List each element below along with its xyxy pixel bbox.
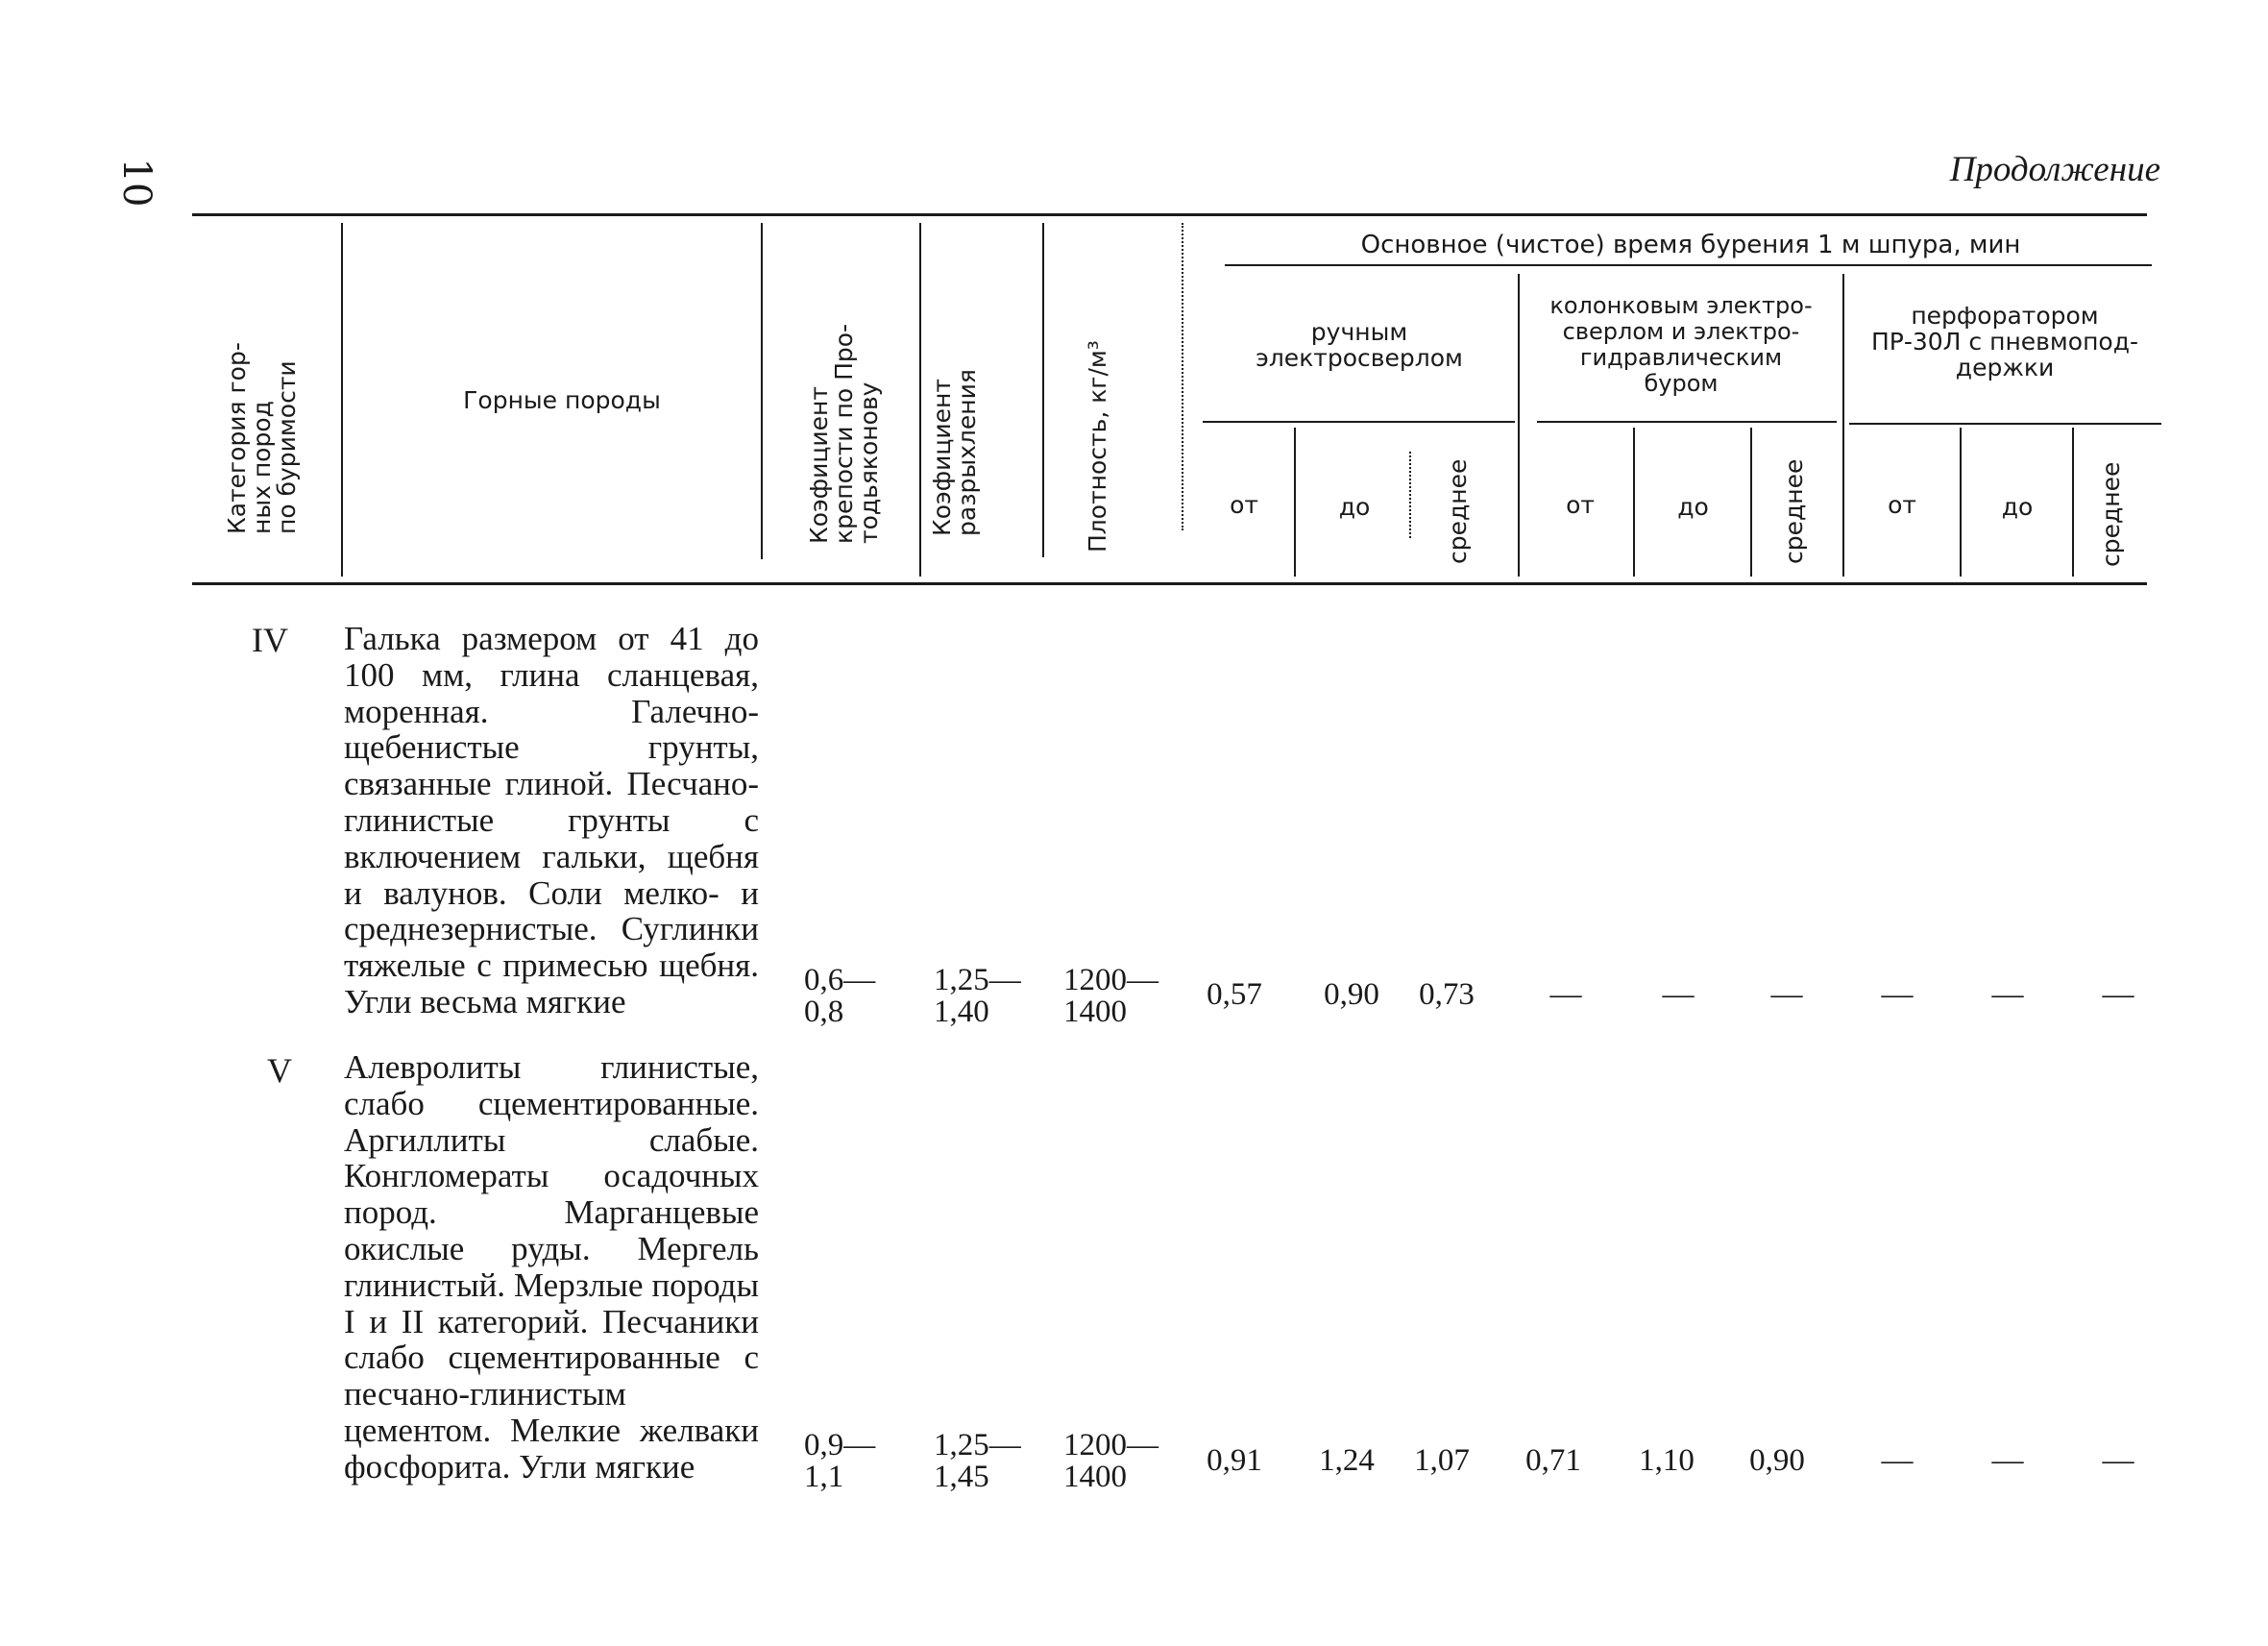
- row-iv-manual-avg: 0,73: [1419, 977, 1475, 1012]
- sub-column-from: от: [1566, 491, 1595, 519]
- tool-manual-rule: [1203, 421, 1515, 423]
- header-strength: Коэфициент крепости по Про- тодьяконову: [805, 323, 883, 544]
- row-v-loosening: 1,25— 1,45: [934, 1428, 1021, 1494]
- row-iv-strength: 0,6— 0,8: [804, 963, 876, 1029]
- sub-sep-5: [1960, 428, 1962, 577]
- col-sep-3: [919, 223, 921, 577]
- sub-manual-avg: среднее: [1444, 458, 1472, 564]
- table-header-bottom-rule: [192, 582, 2147, 585]
- sub-column-avg: среднее: [1780, 458, 1808, 564]
- row-v-density: 1200— 1400: [1063, 1428, 1158, 1494]
- row-iv-column-from: —: [1549, 977, 1582, 1012]
- sub-sep-4: [1750, 428, 1752, 577]
- header-tool-column: колонковым электро- сверлом и электро- гидравлическим буром: [1549, 292, 1813, 397]
- sub-column-to: до: [1677, 493, 1709, 521]
- table-top-rule: [192, 213, 2147, 216]
- row-v-manual-to: 1,24: [1319, 1443, 1375, 1478]
- header-rocks: Горные породы: [463, 386, 661, 414]
- header-tool-manual: ручным электросверлом: [1256, 318, 1463, 372]
- col-sep-5: [1182, 223, 1183, 530]
- sub-sep-3: [1633, 428, 1635, 577]
- time-group-rule: [1225, 264, 2152, 266]
- tool-column-rule: [1537, 421, 1837, 423]
- sub-sep-1: [1294, 428, 1296, 577]
- col-sep-1: [341, 223, 343, 577]
- col-sep-2: [761, 223, 763, 559]
- row-iv-category: IV: [252, 621, 288, 659]
- row-v-manual-avg: 1,07: [1414, 1443, 1470, 1478]
- header-time-group: Основное (чистое) время бурения 1 м шпура, мин: [1360, 231, 2021, 259]
- row-v-description: Алевролиты глинистые, слабо сцементированные. Аргиллиты слабые. Конгломераты осадочных пород. Марганцевые окислые руды. Мергель глинистый. Мерзлые породы I и II категорий. Песчаники слабо сцементированные с песчано-глинистым цементом. Мелкие желваки фосфорита. Угли мягкие: [344, 1048, 759, 1486]
- row-iv-perf-from: —: [1881, 977, 1914, 1012]
- header-tool-perforator: перфоратором ПР-30Л с пневмопод- держки: [1870, 302, 2139, 381]
- sub-manual-from: от: [1230, 491, 1258, 519]
- page-number: 10: [114, 158, 159, 208]
- row-iv-perf-to: —: [1991, 977, 2024, 1012]
- row-v-column-to: 1,10: [1639, 1443, 1695, 1478]
- col-sep-6: [1518, 274, 1520, 577]
- row-v-perf-from: —: [1881, 1443, 1914, 1478]
- sub-perf-from: от: [1888, 491, 1916, 519]
- tool-perf-rule: [1849, 423, 2161, 425]
- row-v-perf-to: —: [1991, 1443, 2024, 1478]
- sub-perf-to: до: [2001, 493, 2034, 521]
- row-iv-perf-avg: —: [2102, 977, 2134, 1012]
- sub-perf-avg: среднее: [2097, 461, 2125, 567]
- continuation-label: Продолжение: [1949, 150, 2160, 189]
- header-category: Категория гор- ных пород по буримости: [223, 342, 301, 534]
- row-v-column-from: 0,71: [1525, 1443, 1581, 1478]
- row-v-category: V: [267, 1051, 292, 1090]
- sub-sep-6: [2072, 428, 2074, 577]
- sub-sep-2: [1409, 452, 1411, 538]
- col-sep-4: [1042, 223, 1044, 557]
- row-iv-density: 1200— 1400: [1063, 963, 1158, 1029]
- row-iv-loosening: 1,25— 1,40: [934, 963, 1021, 1029]
- header-loosening: Коэфициент разрыхления: [928, 369, 981, 536]
- row-iv-column-avg: —: [1770, 977, 1803, 1012]
- row-iv-manual-from: 0,57: [1207, 977, 1262, 1012]
- sub-manual-to: до: [1338, 493, 1371, 521]
- row-v-column-avg: 0,90: [1749, 1443, 1805, 1478]
- row-v-manual-from: 0,91: [1207, 1443, 1262, 1478]
- row-v-strength: 0,9— 1,1: [804, 1428, 876, 1494]
- row-iv-manual-to: 0,90: [1324, 977, 1379, 1012]
- row-v-perf-avg: —: [2102, 1443, 2134, 1478]
- col-sep-7: [1842, 274, 1844, 577]
- row-iv-column-to: —: [1662, 977, 1695, 1012]
- row-iv-description: Галька размером от 41 до 100 мм, глина сланцевая, моренная. Галечно-щебенистые грунты, связанные глиной. Песчано-глинистые грунты с включением гальки, щебня и валунов. Соли мелко- и среднезернистые. Суглинки тяжелые с примесью щебня. Угли весьма мягкие: [344, 620, 759, 1020]
- header-density: Плотность, кг/м³: [1084, 340, 1111, 553]
